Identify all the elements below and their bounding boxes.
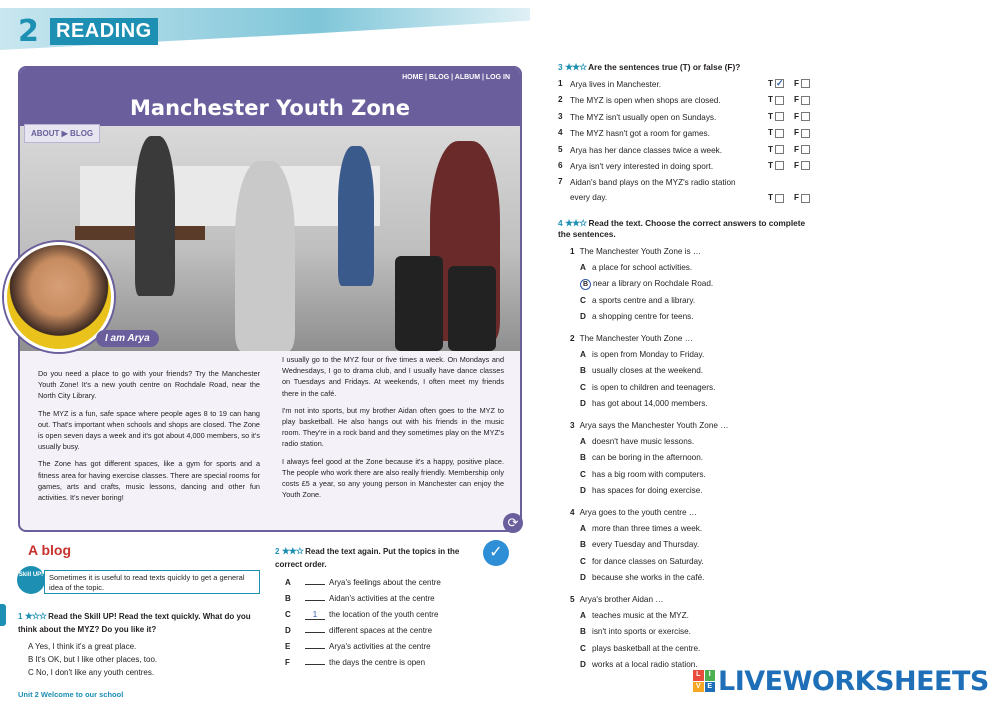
true-checkbox[interactable]: ✓ [776, 78, 784, 89]
liveworksheets-logo-icon [693, 670, 715, 692]
false-checkbox[interactable] [801, 112, 810, 121]
false-label: F [794, 193, 800, 203]
question-number: 4 [570, 508, 575, 518]
mc-option[interactable] [570, 380, 818, 396]
item-letter: E [285, 642, 291, 651]
paragraph: I usually go to the MYZ four or five times a week. On Mondays and Wednesdays, I go to drama club, and I usually have dance classes on Tuesdays and Fridays. At weekends, I often meet my friends there in the café. [282, 355, 504, 398]
option-letter: A [580, 263, 586, 273]
breadcrumb[interactable]: ABOUT ▶ BLOG [24, 124, 100, 143]
question-number: 1 [570, 247, 575, 256]
article-title: Manchester Youth Zone [130, 96, 410, 120]
task-instruction: Read the text again. Put the topics in the correct order. [275, 547, 460, 569]
task4 [558, 218, 818, 679]
mc-question [570, 505, 818, 586]
check-answers-icon[interactable]: ✓ [483, 540, 509, 566]
difficulty-stars-icon: ★☆☆ [24, 611, 46, 621]
task-number: 2 [275, 547, 280, 556]
option-text: is open from Monday to Friday. [592, 350, 705, 360]
ordering-item [285, 591, 485, 607]
item-number: 6 [558, 160, 563, 170]
item-number: 7 [558, 177, 563, 187]
task-number: 3 [558, 62, 563, 72]
item-text: Arya's activities at the centre [329, 642, 431, 651]
option-letter: A [580, 524, 586, 534]
option-letter: A [580, 611, 586, 621]
mc-option[interactable] [570, 450, 818, 466]
option-letter: D [580, 398, 586, 408]
option-letter: B [580, 540, 586, 550]
task3 [558, 62, 828, 206]
statement-text: Arya isn't very interested in doing sport. [570, 161, 714, 171]
false-checkbox[interactable] [801, 145, 810, 154]
order-answer-input[interactable] [305, 575, 325, 585]
stem-text: Arya goes to the youth centre … [579, 508, 697, 518]
option-text: because she works in the café. [592, 572, 705, 582]
paragraph: Do you need a place to go with your friends? Try the Manchester Youth Zone! It's a new youth centre on Rochdale Road, near the North City Library. [38, 369, 260, 401]
skill-tip: Sometimes it is useful to read texts quickly to get a general idea of the topic. [44, 570, 260, 594]
logo-tile: E [705, 682, 716, 693]
item-letter: D [285, 626, 291, 635]
mc-question [570, 331, 818, 412]
order-answer-input[interactable] [305, 655, 325, 665]
ordering-item [285, 655, 485, 671]
false-label: F [794, 79, 800, 88]
ordering-item [285, 639, 485, 655]
option-text: can be boring in the afternoon. [592, 453, 704, 463]
singer-person [235, 161, 295, 351]
option-text: works at a local radio station. [592, 659, 698, 669]
option-text: more than three times a week. [592, 524, 703, 534]
order-answer-input[interactable] [305, 591, 325, 601]
option-text: has spaces for doing exercise. [592, 485, 703, 495]
false-checkbox[interactable] [801, 194, 810, 203]
option-text: every Tuesday and Thursday. [592, 540, 700, 550]
option-text: a sports centre and a library. [592, 295, 696, 305]
statement-text: The MYZ is open when shops are closed. [570, 96, 721, 106]
item-text: the days the centre is open [329, 658, 426, 667]
stem-text: The Manchester Youth Zone is … [579, 247, 702, 256]
true-checkbox[interactable] [775, 129, 784, 138]
true-checkbox[interactable] [775, 161, 784, 170]
mc-option[interactable] [570, 570, 818, 586]
option-text: plays basketball at the centre. [592, 643, 701, 653]
mc-option[interactable] [570, 483, 818, 499]
false-checkbox[interactable] [801, 129, 810, 138]
mc-option[interactable] [570, 276, 818, 292]
option-text: doesn't have music lessons. [592, 437, 695, 447]
option-letter: B [580, 279, 591, 290]
true-checkbox[interactable] [775, 96, 784, 105]
option-letter: A [580, 437, 586, 447]
true-label: T [768, 193, 774, 203]
option-text: is open to children and teenagers. [592, 382, 716, 392]
mc-question [570, 244, 818, 325]
statement-text: Arya has her dance classes twice a week. [570, 145, 722, 155]
stem-text: Arya says the Manchester Youth Zone … [579, 421, 729, 431]
task2 [275, 545, 485, 671]
wall-window [80, 166, 380, 226]
option-text: teaches music at the MYZ. [592, 611, 689, 621]
option-letter: C [580, 556, 586, 566]
paragraph: The Zone has got different spaces, like a gym for sports and a fitness area for having exercise classes. There are special rooms for games, arts and crafts, music lessons, dancing and other fun activities. It's never boring! [38, 459, 260, 503]
difficulty-stars-icon: ★★☆ [564, 62, 587, 72]
option-letter: D [580, 659, 586, 669]
mc-option[interactable] [570, 608, 818, 624]
page-footer: Unit 2 Welcome to our school [18, 690, 124, 699]
guitarist-person [338, 146, 374, 286]
option-letter: D [580, 485, 586, 495]
tf-row [558, 125, 828, 141]
question-stem [570, 418, 818, 434]
mc-option[interactable] [570, 309, 818, 325]
mc-option[interactable] [570, 467, 818, 483]
task1-option[interactable]: B It's OK, but I like other places, too. [28, 655, 158, 664]
option-text: has got about 14,000 members. [592, 398, 708, 408]
option-text: a shopping centre for teens. [592, 311, 694, 321]
logo-tile: V [693, 682, 704, 693]
mc-option[interactable] [570, 624, 818, 640]
task-instruction: Read the Skill UP! Read the text quickly. What do you think about the MYZ? Do you like it? [18, 612, 251, 634]
logo-tile: I [705, 670, 716, 681]
task1-option[interactable]: A Yes, I think it's a great place. [28, 642, 137, 651]
task1-option[interactable]: C No, I don't like any youth centres. [28, 668, 155, 677]
option-letter: B [580, 453, 586, 463]
page-edge-tab [0, 604, 6, 626]
paragraph: The MYZ is a fun, safe space where people ages 8 to 19 can hang out. That's important when schools and shops are closed. The Zone is open seven days a week and it's got about 4,000 members, so it's usually busy. [38, 408, 260, 452]
false-checkbox[interactable] [801, 161, 810, 170]
task-instruction: Are the sentences true (T) or false (F)? [588, 62, 741, 72]
option-letter: A [580, 350, 586, 360]
false-label: F [794, 128, 800, 138]
option-letter: D [580, 572, 586, 582]
mc-option[interactable] [570, 641, 818, 657]
option-text: isn't into sports or exercise. [592, 627, 691, 637]
item-number: 5 [558, 144, 563, 154]
option-letter: C [580, 643, 586, 653]
unit-number: 2 [18, 14, 39, 49]
blog-heading: A blog [28, 542, 72, 558]
ordering-item [285, 623, 485, 639]
logo-tile: L [693, 670, 704, 681]
item-number: 2 [558, 95, 563, 105]
true-label: T [768, 95, 774, 105]
tf-row [558, 158, 828, 174]
tf-row [558, 142, 828, 158]
mc-question [570, 592, 818, 673]
option-letter: C [580, 382, 586, 392]
true-checkbox[interactable] [775, 194, 784, 203]
order-answer-input[interactable]: 1 [305, 610, 325, 620]
item-text: Arya's feelings about the centre [329, 578, 441, 587]
task1 [18, 610, 263, 679]
conga-drum [395, 256, 443, 351]
article-column-2 [282, 354, 504, 506]
mc-option[interactable] [570, 396, 818, 412]
liveworksheets-watermark: LIVEWORKSHEETS [718, 666, 989, 697]
true-label: T [768, 128, 774, 138]
question-number: 5 [570, 595, 575, 605]
stem-text: Arya's brother Aidan … [579, 595, 664, 605]
mc-question [570, 418, 818, 499]
order-answer-input[interactable] [305, 623, 325, 633]
site-nav: HOME | BLOG | ALBUM | LOG IN [402, 74, 510, 81]
paragraph: I always feel good at the Zone because it's a happy, positive place. The people who work there are also really friendly. Membership only costs £5 a year, so any young person in Manchester can enjoy the Youth Zone. [282, 456, 504, 500]
false-label: F [794, 95, 800, 105]
true-label: T [768, 144, 774, 154]
true-checkbox[interactable] [775, 145, 784, 154]
option-letter: C [580, 469, 586, 479]
option-letter: B [580, 366, 586, 376]
false-label: F [794, 144, 800, 154]
item-text: different spaces at the centre [329, 626, 433, 635]
skill-up-badge: Skill UP! [17, 566, 45, 594]
task-number: 1 [18, 612, 23, 621]
statement-text: Aidan's band plays on the MYZ's radio station every day. [570, 178, 736, 203]
refresh-icon[interactable]: ⟳ [503, 513, 523, 533]
stem-text: The Manchester Youth Zone … [579, 334, 693, 344]
false-checkbox[interactable] [801, 79, 810, 88]
true-label: T [768, 79, 774, 88]
true-checkbox[interactable] [775, 112, 784, 121]
paragraph: I'm not into sports, but my brother Aidan often goes to the MYZ to play basketball. He also hangs out with his friends in the music room. They're in a rock band and they sometimes play on the MYZ's radio station. [282, 405, 504, 449]
ordering-item [285, 575, 485, 591]
item-number: 3 [558, 111, 563, 121]
mc-option[interactable] [570, 434, 818, 450]
item-letter: B [285, 594, 291, 603]
mc-option[interactable] [570, 521, 818, 537]
order-answer-input[interactable] [305, 639, 325, 649]
tf-row [558, 109, 828, 125]
item-number: 1 [558, 79, 563, 88]
question-stem [570, 592, 818, 608]
option-letter: B [580, 627, 586, 637]
difficulty-stars-icon: ★★☆ [564, 218, 587, 228]
item-letter: F [285, 658, 290, 667]
option-text: for dance classes on Saturday. [592, 556, 704, 566]
mc-option[interactable] [570, 363, 818, 379]
question-stem [570, 244, 818, 260]
true-label: T [768, 111, 774, 121]
ordering-item [285, 607, 485, 623]
question-stem [570, 505, 818, 521]
question-stem [570, 331, 818, 347]
drummer-person [135, 136, 175, 296]
statement-text: Arya lives in Manchester. [570, 80, 662, 89]
article-column-1 [38, 368, 260, 509]
difficulty-stars-icon: ★★☆ [281, 546, 303, 556]
section-title: READING [50, 18, 158, 45]
task-instruction: Read the text. Choose the correct answers to complete the sentences. [558, 218, 806, 239]
mc-option[interactable] [570, 347, 818, 363]
item-text: Aidan's activities at the centre [329, 594, 435, 603]
conga-drum [448, 266, 496, 351]
option-text: near a library on Rochdale Road. [593, 279, 714, 289]
statement-text: The MYZ isn't usually open on Sundays. [570, 112, 717, 122]
item-text: the location of the youth centre [329, 610, 439, 619]
item-letter: C [285, 610, 291, 619]
true-label: T [768, 160, 774, 170]
false-label: F [794, 160, 800, 170]
option-text: usually closes at the weekend. [592, 366, 704, 376]
avatar-caption: I am Arya [96, 330, 159, 347]
tf-row [558, 76, 828, 92]
false-label: F [794, 111, 800, 121]
mc-option[interactable] [570, 537, 818, 553]
option-text: has a big room with computers. [592, 469, 706, 479]
item-letter: A [285, 578, 291, 587]
tf-row [558, 92, 828, 108]
mc-option[interactable] [570, 260, 818, 276]
tf-row [558, 174, 828, 206]
task-number: 4 [558, 218, 563, 228]
option-text: a place for school activities. [592, 263, 693, 273]
question-number: 3 [570, 421, 575, 431]
mc-option[interactable] [570, 554, 818, 570]
mc-option[interactable] [570, 293, 818, 309]
question-number: 2 [570, 334, 575, 344]
option-letter: C [580, 295, 586, 305]
false-checkbox[interactable] [801, 96, 810, 105]
item-number: 4 [558, 128, 563, 138]
option-letter: D [580, 311, 586, 321]
statement-text: The MYZ hasn't got a room for games. [570, 129, 710, 139]
